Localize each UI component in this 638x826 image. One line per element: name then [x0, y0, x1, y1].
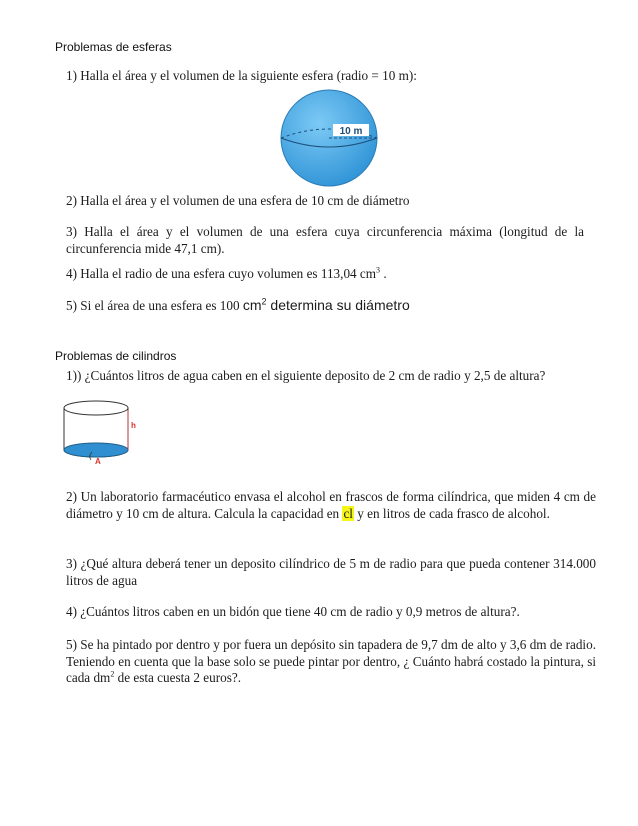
- cylinder-problem-5: [66, 637, 596, 687]
- sphere-problem-5-end: determina su diámetro: [266, 297, 410, 313]
- sphere-problem-5-exponent: 2: [261, 296, 267, 307]
- cylinder-problem-2-highlight: cl: [343, 505, 353, 521]
- cylinder-problem-4: 4) ¿Cuántos litros caben en un bidón que tiene 40 cm de radio y 0,9 metros de altura?.: [66, 604, 520, 619]
- sphere-problem-1: 1) Halla el área y el volumen de la siguiente esfera (radio = 10 m):: [66, 68, 417, 83]
- cylinder-problem-2: [66, 489, 596, 522]
- sphere-problem-4-end: .: [380, 266, 387, 281]
- sphere-problem-2: 2) Halla el área y el volumen de una esfera de 10 cm de diámetro: [66, 193, 410, 208]
- cylinder-problem-2-end: y en litros de cada frasco de alcohol.: [353, 505, 550, 521]
- sphere-problem-4-exponent: 3: [376, 265, 381, 275]
- cylinders-heading: Problemas de cilindros: [55, 349, 177, 363]
- sphere-problem-5: [66, 297, 606, 315]
- cylinder-problem-5-end: de esta cuesta 2 euros?.: [114, 670, 242, 685]
- cylinder-height-label: h: [131, 421, 136, 430]
- cylinder-problem-2-text: 2) Un laboratorio farmacéutico envasa el alcohol en frascos de forma cilíndrica, que miden 4 cm de diámetro y 10 cm de altura. Calcula la capacidad en: [66, 489, 596, 521]
- cylinder-base-water: [64, 443, 128, 457]
- cylinder-top: [64, 401, 128, 415]
- sphere-problem-4: [66, 266, 586, 283]
- sphere-radius-label: 10 m: [339, 126, 363, 137]
- sphere-figure: [278, 88, 380, 188]
- sphere-problem-3: 3) Halla el área y el volumen de una esfera cuya circunferencia máxima (longitud de la circunferencia mide 47,1 cm).: [66, 224, 584, 256]
- cylinder-area-label: A: [95, 457, 101, 466]
- sphere-problem-5-text: 5) Si el área de una esfera es 100: [66, 298, 243, 313]
- cylinder-problem-5-text: 5) Se ha pintado por dentro y por fuera un depósito sin tapadera de 9,7 dm de alto y 3,6 dm de radio. Teniendo en cuenta que la base solo se puede pintar por dentro, ¿ Cuánto habrá costado la pintura, si cada dm: [66, 637, 596, 685]
- cylinder-problem-3: 3) ¿Qué altura deberá tener un deposito cilíndrico de 5 m de radio para que pueda contener 314.000 litros de agua: [66, 556, 596, 588]
- sphere-problem-5-unit: cm: [242, 297, 262, 313]
- spheres-heading: Problemas de esferas: [55, 40, 172, 54]
- cylinder-problem-5-exponent: 2: [110, 669, 115, 679]
- cylinder-problem-1: 1)) ¿Cuántos litros de agua caben en el siguiente deposito de 2 cm de radio y 2,5 de altura?: [66, 368, 546, 383]
- sphere-problem-4-text: 4) Halla el radio de una esfera cuyo volumen es 113,04 cm: [66, 266, 377, 281]
- cylinder-figure: [58, 400, 144, 468]
